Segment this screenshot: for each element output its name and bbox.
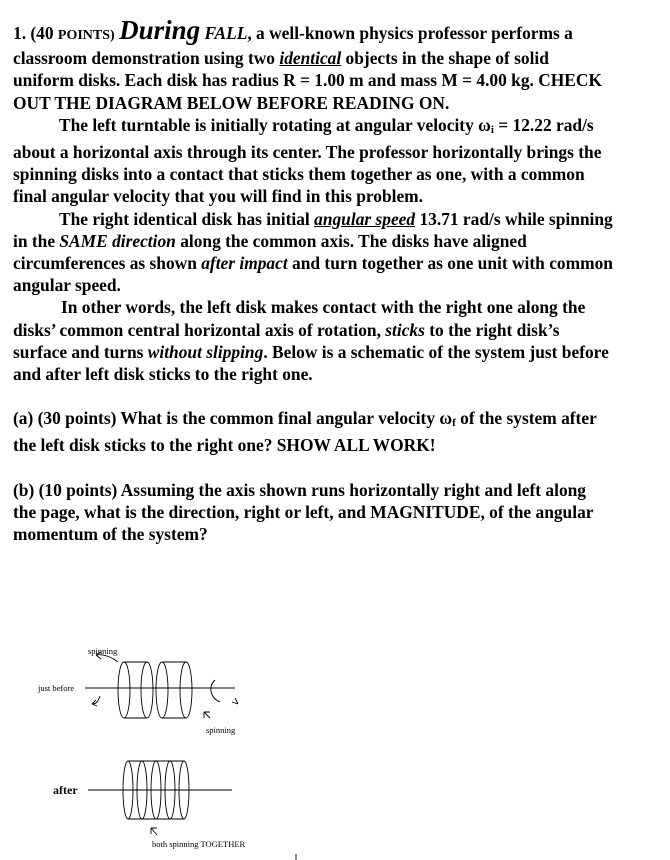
label-spinning-top: spinning — [88, 646, 118, 656]
label-spinning-bottom: spinning — [206, 725, 236, 735]
right-disk-paragraph: The right identical disk has initial angular speed 13.71 rad/s while spinning in the SAME direction along the common axis. The disks have aligned circumferences as shown after impact and turn together as one unit with common angular speed. — [13, 208, 613, 296]
disk-diagram — [0, 640, 670, 860]
omega-i-subscript: i — [490, 123, 494, 136]
part-b-question: (b) (10 points) Assuming the axis shown runs horizontally right and left along the page, what is the direction, right or left, and MAGNITUDE, of the angular momentum of the system? — [13, 479, 594, 545]
pointer-arrow-after — [151, 828, 157, 835]
label-both-spinning: both spinning TOGETHER — [152, 839, 246, 849]
part-a-question: (a) (30 points) What is the common final angular velocity ωf of the system after the left disk sticks to the right one? SHOW ALL WORK! — [13, 408, 597, 456]
intro-text-continued: objects in the shape of solid uniform disks. Each disk has radius R = 1.00 m and mass M = 4.00 kg. CHECK OUT THE DIAGRAM BELOW BEFORE READING ON. — [13, 48, 602, 113]
spin-arrow-right — [211, 680, 220, 702]
omega-f-subscript: f — [452, 417, 456, 430]
intro-text: , a well-known physics professor performs a classroom demonstration using two — [13, 23, 573, 69]
problem-number: 1. (40 — [13, 23, 58, 43]
intro-paragraph — [13, 15, 613, 114]
label-after: after — [53, 783, 78, 797]
problem-text — [13, 15, 613, 545]
right-disk — [156, 662, 192, 718]
left-turntable-paragraph: The left turntable is initially rotating at angular velocity ωi = 12.22 rad/s about a horizontal axis through its center. The professor horizontally brings the spinning disks into a contact that sticks them together as one, with a common final angular velocity that you will find in this problem. — [13, 114, 602, 207]
points-label: POINTS) — [57, 28, 115, 43]
sticks-word: sticks — [385, 319, 425, 340]
left-disk — [118, 662, 153, 718]
label-just-before: just before — [38, 683, 75, 693]
identical-word: identical — [279, 48, 342, 69]
angular-speed-phrase: angular speed — [314, 208, 416, 229]
after-impact-phrase: after impact — [201, 253, 288, 274]
without-slipping-phrase: without slipping — [147, 341, 264, 362]
pointer-arrow-bottom — [204, 712, 210, 718]
contact-paragraph: In other words, the left disk makes contact with the right one along the disks’ common central horizontal axis of rotation, sticks to the right disk’s surface and turns without slipping. Below is a schematic of the system just before and after left disk sticks to the right one. — [13, 297, 609, 385]
same-direction-phrase: SAME direction — [59, 230, 176, 251]
during-word: During — [119, 15, 201, 45]
fall-word: FALL — [204, 23, 248, 43]
